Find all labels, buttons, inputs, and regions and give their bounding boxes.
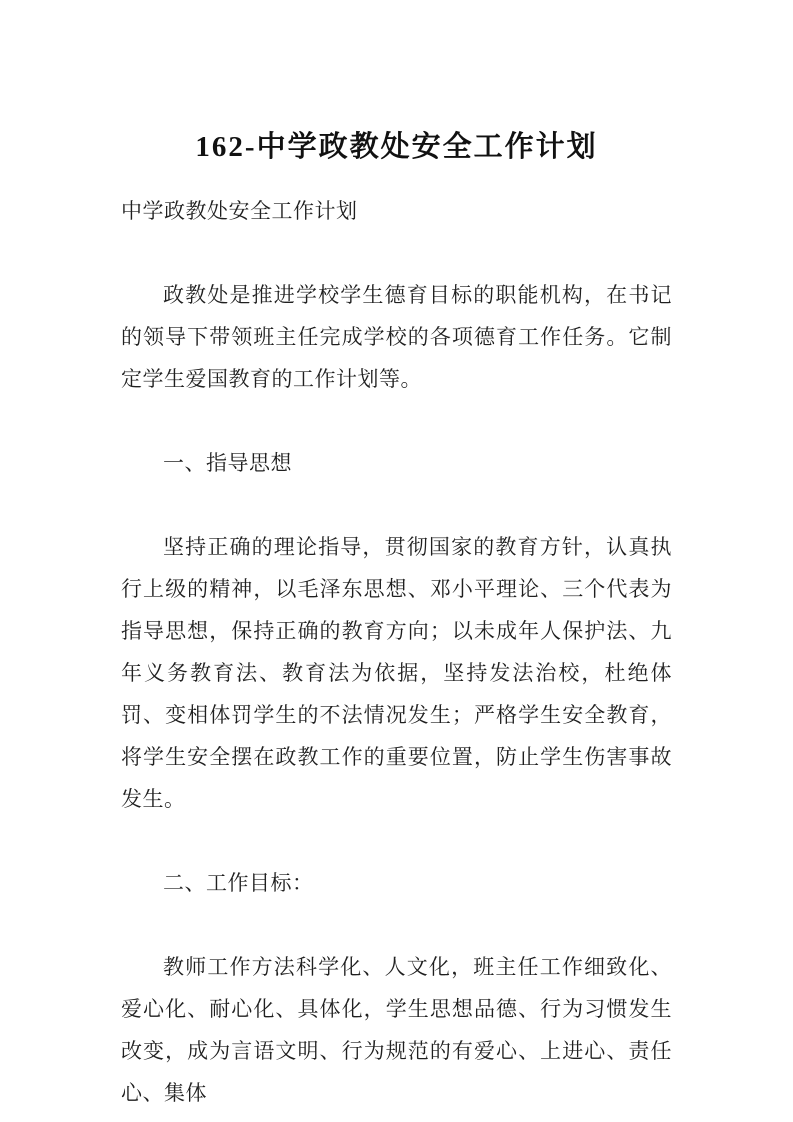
section-heading-2: 二、工作目标： [163, 871, 314, 895]
document-title: 162-中学政教处安全工作计划 [195, 131, 598, 163]
paragraph-work-goals: 教师工作方法科学化、人文化，班主任工作细致化、爱心化、耐心化、具体化，学生思想品德、行为习惯发生改变，成为言语文明、行为规范的有爱心、上进心、责任心、集体 [121, 955, 672, 1105]
section-heading-1: 一、指导思想 [163, 451, 292, 475]
paragraph-intro: 政教处是推进学校学生德育目标的职能机构，在书记的领导下带领班主任完成学校的各项德育工作任务。它制定学生爱国教育的工作计划等。 [121, 283, 672, 391]
document-subtitle: 中学政教处安全工作计划 [121, 199, 358, 223]
paragraph-guiding-ideology: 坚持正确的理论指导，贯彻国家的教育方针，认真执行上级的精神，以毛泽东思想、邓小平理论、三个代表为指导思想，保持正确的教育方向；以未成年人保护法、九年义务教育法、教育法为依据，坚持发法治校，杜绝体罚、变相体罚学生的不法情况发生；严格学生安全教育，将学生安全摆在政教工作的重要位置，防止学生伤害事故发生。 [121, 535, 672, 811]
